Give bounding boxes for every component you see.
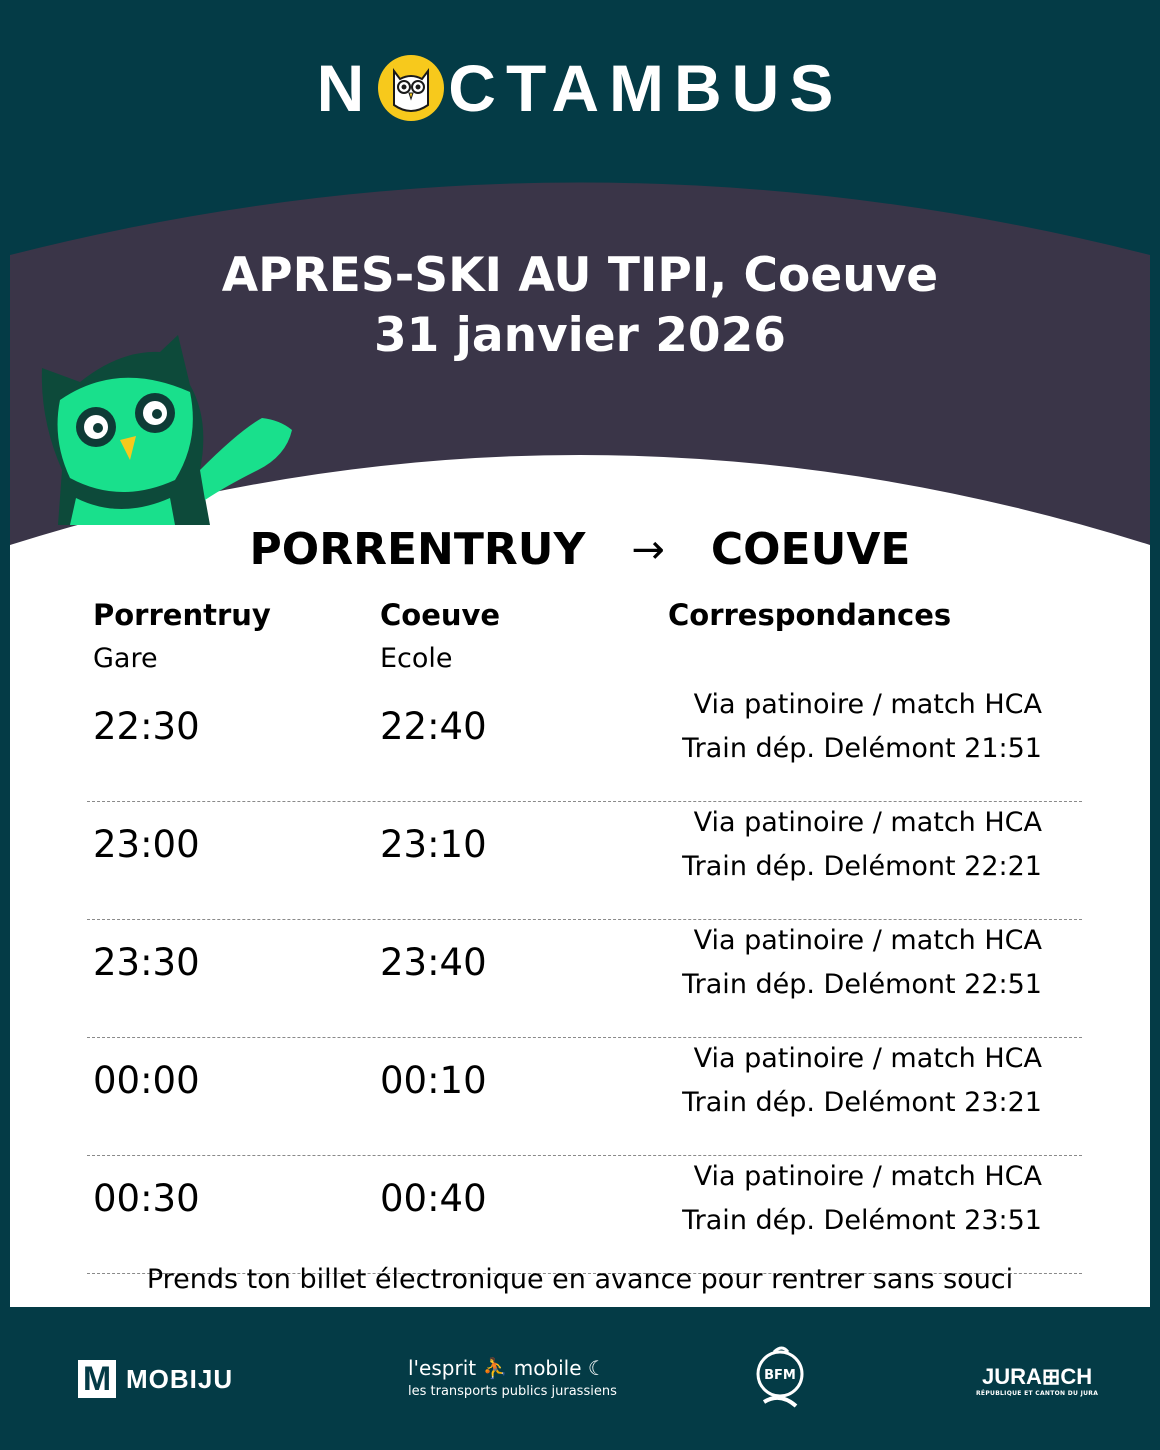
connection-train: Train dép. Delémont 23:21 [682, 1087, 1042, 1118]
route-arrow-icon: → [631, 526, 665, 573]
column-header-arrival: Coeuve [380, 598, 501, 632]
route-origin: PORRENTRUY [249, 524, 586, 575]
connection-info [682, 801, 1042, 889]
departure-time: 00:00 [93, 1059, 200, 1102]
route-heading [0, 524, 1160, 575]
route-destination: COEUVE [710, 524, 911, 575]
column-sub-arrival-stop: Ecole [380, 643, 453, 674]
arrival-time: 22:40 [380, 705, 487, 748]
connection-via: Via patinoire / match HCA [693, 1161, 1042, 1192]
event-date: 31 janvier 2026 [373, 308, 787, 363]
column-header-departure: Porrentruy [93, 598, 271, 632]
arrival-time: 00:10 [380, 1059, 487, 1102]
connection-train: Train dép. Delémont 22:51 [682, 969, 1042, 1000]
timetable-row [87, 683, 1082, 802]
event-title: APRES-SKI AU TIPI, Coeuve [221, 248, 939, 303]
connection-info [682, 683, 1042, 771]
esprit-mobile-subtitle: les transports publics jurassiens [408, 1384, 617, 1399]
mobiju-name: MOBIJU [126, 1363, 234, 1394]
jura-subtitle: RÉPUBLIQUE ET CANTON DU JURA [976, 1390, 1099, 1397]
owl-logo-icon [376, 53, 446, 123]
departure-time: 23:00 [93, 823, 200, 866]
timetable-row [87, 919, 1082, 1038]
bfm-logo [752, 1344, 808, 1418]
logo-letters-start: N [316, 51, 375, 125]
departure-time: 00:30 [93, 1177, 200, 1220]
esprit-mobile-logo [408, 1356, 617, 1399]
mobiju-logo [78, 1360, 233, 1398]
connection-via: Via patinoire / match HCA [693, 1043, 1042, 1074]
arrival-time: 00:40 [380, 1177, 487, 1220]
jura-name: JURA⊞CH [982, 1364, 1093, 1389]
connection-info [682, 1155, 1042, 1243]
timetable-row [87, 801, 1082, 920]
arrival-time: 23:10 [380, 823, 487, 866]
timetable-row [87, 1037, 1082, 1156]
timetable-row [87, 1155, 1082, 1274]
connection-via: Via patinoire / match HCA [693, 925, 1042, 956]
esprit-mobile-title: l'esprit ⛹ mobile ☾ [408, 1356, 606, 1380]
departure-time: 22:30 [93, 705, 200, 748]
column-header-connections: Correspondances [668, 598, 952, 632]
bfm-label: BFM [764, 1368, 796, 1383]
connection-via: Via patinoire / match HCA [693, 807, 1042, 838]
mobiju-mark-icon: M [78, 1360, 116, 1398]
column-sub-departure-stop: Gare [93, 643, 158, 674]
connection-train: Train dép. Delémont 21:51 [682, 733, 1042, 764]
noctambus-logo [0, 52, 1160, 124]
arrival-time: 23:40 [380, 941, 487, 984]
event-header [0, 246, 1160, 366]
jura-logo [976, 1364, 1098, 1397]
connection-info [682, 1037, 1042, 1125]
connection-via: Via patinoire / match HCA [693, 689, 1042, 720]
ticket-note: Prends ton billet électronique en avance pour rentrer sans souci [146, 1264, 1014, 1295]
departure-time: 23:30 [93, 941, 200, 984]
bfm-emblem-icon [752, 1344, 808, 1414]
connection-train: Train dép. Delémont 22:21 [682, 851, 1042, 882]
logo-letters-end: CTAMBUS [448, 51, 844, 125]
connection-train: Train dép. Delémont 23:51 [682, 1205, 1042, 1236]
connection-info [682, 919, 1042, 1007]
